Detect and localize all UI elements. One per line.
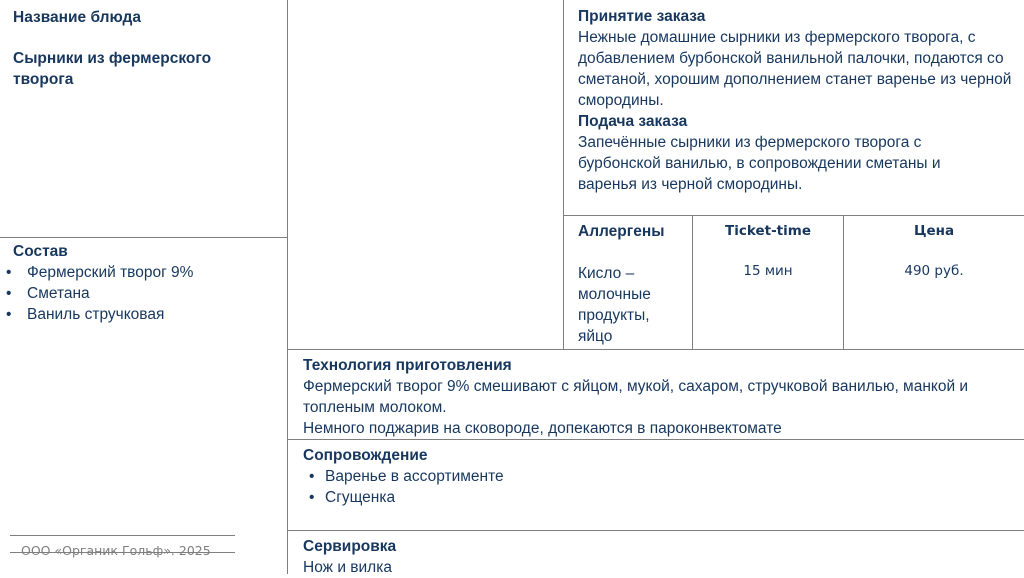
technology-line-1: Фермерский творог 9% смешивают с яйцом, мукой, сахаром, стручковой ванилью, манкой и топленым молоком. [303, 378, 969, 416]
border-top-right-block-left [563, 0, 564, 216]
composition-item: • Ваниль стручковая [0, 304, 286, 325]
footer-rule-top [10, 535, 235, 536]
price-title: Цена [913, 223, 955, 239]
accompaniment-item: • Варенье в ассортименте [303, 466, 1018, 487]
serving-value: Нож и вилка [303, 559, 392, 576]
border-accompaniment-top [287, 439, 1024, 440]
composition-list [0, 262, 286, 325]
dish-name-value: Сырники из фермерского творога [13, 50, 212, 88]
technology-line-2: Немного поджарив на сковороде, допекаются в пароконвектомате [303, 420, 782, 437]
serving-title: Сервировка [303, 538, 397, 555]
accompaniment-cell [303, 445, 1018, 508]
accept-order-title: Принятие заказа [578, 8, 706, 25]
allergens-cell [578, 221, 688, 347]
technology-title: Технология приготовления [303, 357, 512, 374]
border-technology-top [287, 349, 1024, 350]
footer [10, 535, 235, 558]
accompaniment-item: • Сгущенка [303, 487, 1018, 508]
serve-order-title: Подача заказа [578, 113, 688, 130]
composition-item: • Фермерский творог 9% [0, 262, 286, 283]
composition-cell [0, 241, 286, 325]
ticket-time-cell [693, 223, 843, 279]
border-left-column-divider [0, 237, 288, 238]
allergens-title: Аллергены [578, 223, 665, 240]
border-allergens-left [563, 215, 564, 350]
price-value: 490 руб. [904, 263, 964, 279]
ticket-time-value: 15 мин [743, 263, 793, 279]
accompaniment-title: Сопровождение [303, 447, 428, 464]
dish-name-cell [13, 7, 283, 90]
technology-cell [303, 355, 1018, 439]
serving-cell [303, 536, 1018, 578]
accompaniment-list [303, 466, 1018, 508]
border-info-row-top [563, 215, 1024, 216]
ticket-time-title: Ticket-time [725, 223, 811, 239]
accept-order-text: Нежные домашние сырники из фермерского творога, с добавлением бурбонской ванильной палочки, подаются со сметаной, хорошим дополнением станет варенье из черной смородины. [578, 29, 1012, 109]
allergens-value: Кисло – молочные продукты, яйцо [578, 265, 651, 345]
price-cell [844, 223, 1024, 279]
composition-item: • Сметана [0, 283, 286, 304]
composition-title: Состав [13, 243, 68, 260]
serve-order-text: Запечённые сырники из фермерского творога с бурбонской ванилью, в сопровождении сметаны и варенья из черной смородины. [578, 134, 941, 193]
dish-name-label: Название блюда [13, 9, 141, 26]
footer-text: ООО «Органик Гольф». 2025 [21, 543, 211, 558]
border-left-column-right [287, 0, 288, 574]
border-serving-top [287, 530, 1024, 531]
order-description-cell [578, 6, 1018, 195]
